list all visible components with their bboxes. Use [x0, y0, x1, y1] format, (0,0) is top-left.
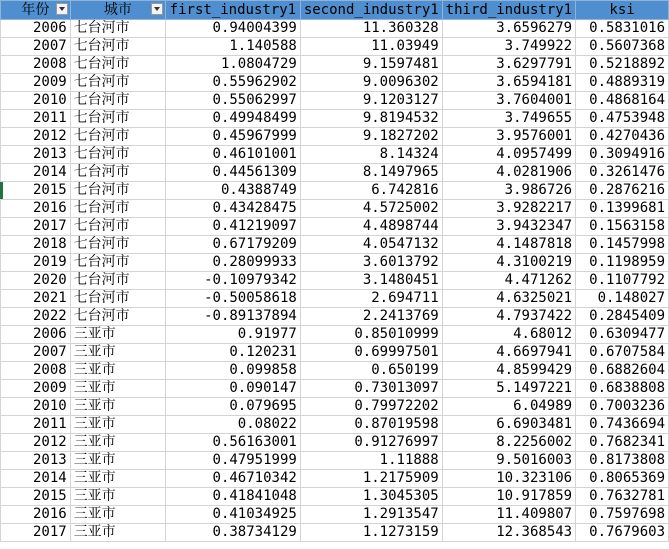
cell-third[interactable]: 4.471262	[442, 272, 575, 290]
cell-first[interactable]: 0.120231	[165, 344, 300, 362]
cell-ksi[interactable]: 0.2876216	[576, 182, 669, 200]
cell-ksi[interactable]: 0.7679603	[576, 524, 669, 542]
table-row	[1, 416, 669, 434]
cell-ksi[interactable]: 0.3094916	[576, 146, 669, 164]
cell-third[interactable]: 4.1487818	[442, 236, 575, 254]
cell-year[interactable]: 2011	[1, 416, 71, 434]
column-header-first[interactable]	[165, 1, 300, 20]
cell-third[interactable]: 4.6697941	[442, 344, 575, 362]
cell-first[interactable]: 0.49948499	[165, 110, 300, 128]
cell-second[interactable]: 1.2913547	[300, 506, 442, 524]
cell-third[interactable]: 4.3100219	[442, 254, 575, 272]
cell-city[interactable]: 七台河市	[70, 146, 165, 164]
cell-third[interactable]: 3.6594181	[442, 74, 575, 92]
cell-first[interactable]: 0.55962902	[165, 74, 300, 92]
table-row	[1, 236, 669, 254]
table-row	[1, 128, 669, 146]
cell-third[interactable]: 3.7604001	[442, 92, 575, 110]
cell-city[interactable]: 七台河市	[70, 254, 165, 272]
cell-city[interactable]: 七台河市	[70, 164, 165, 182]
cell-ksi[interactable]: 0.7632781	[576, 488, 669, 506]
cell-city[interactable]: 七台河市	[70, 272, 165, 290]
cell-city[interactable]: 三亚市	[70, 488, 165, 506]
cell-first[interactable]: 0.28099933	[165, 254, 300, 272]
cell-first[interactable]: 1.140588	[165, 38, 300, 56]
table-body	[1, 20, 669, 542]
cell-first[interactable]: 0.08022	[165, 416, 300, 434]
cell-year[interactable]: 2015	[1, 182, 71, 200]
table-row	[1, 290, 669, 308]
cell-ksi[interactable]: 0.1399681	[576, 200, 669, 218]
table-row	[1, 164, 669, 182]
cell-year[interactable]: 2017	[1, 218, 71, 236]
column-header-second[interactable]	[300, 1, 442, 20]
cell-city[interactable]: 七台河市	[70, 74, 165, 92]
cell-second[interactable]: 9.1597481	[300, 56, 442, 74]
cell-third[interactable]: 4.6325021	[442, 290, 575, 308]
cell-second[interactable]: 1.11888	[300, 452, 442, 470]
table-row	[1, 182, 669, 200]
cell-ksi[interactable]: 0.6309477	[576, 326, 669, 344]
cell-first[interactable]: 0.55062997	[165, 92, 300, 110]
cell-second[interactable]: 11.360328	[300, 20, 442, 38]
cell-city[interactable]: 七台河市	[70, 182, 165, 200]
table-row	[1, 326, 669, 344]
table-row	[1, 146, 669, 164]
cell-first[interactable]: -0.10979342	[165, 272, 300, 290]
table-row	[1, 362, 669, 380]
table-row	[1, 524, 669, 542]
cell-ksi[interactable]: 0.1457998	[576, 236, 669, 254]
cell-second[interactable]: 1.3045305	[300, 488, 442, 506]
cell-city[interactable]: 三亚市	[70, 380, 165, 398]
cell-second[interactable]: 0.85010999	[300, 326, 442, 344]
cell-third[interactable]: 6.6903481	[442, 416, 575, 434]
table-row	[1, 20, 669, 38]
cell-city[interactable]: 三亚市	[70, 362, 165, 380]
cell-ksi[interactable]: 0.7436694	[576, 416, 669, 434]
cell-second[interactable]: 0.79972202	[300, 398, 442, 416]
cell-ksi[interactable]: 0.8173808	[576, 452, 669, 470]
filter-dropdown-icon[interactable]	[56, 3, 68, 15]
table-row	[1, 488, 669, 506]
cell-first[interactable]: 0.090147	[165, 380, 300, 398]
cell-first[interactable]: 0.94004399	[165, 20, 300, 38]
cell-third[interactable]: 3.986726	[442, 182, 575, 200]
table-row	[1, 218, 669, 236]
table-row	[1, 56, 669, 74]
cell-year[interactable]: 2009	[1, 74, 71, 92]
cell-third[interactable]: 3.6596279	[442, 20, 575, 38]
cell-city[interactable]: 三亚市	[70, 470, 165, 488]
table-row	[1, 398, 669, 416]
cell-third[interactable]: 10.917859	[442, 488, 575, 506]
cell-third[interactable]: 10.323106	[442, 470, 575, 488]
cell-third[interactable]: 4.7937422	[442, 308, 575, 326]
cell-city[interactable]: 七台河市	[70, 218, 165, 236]
cell-city[interactable]: 三亚市	[70, 524, 165, 542]
cell-first[interactable]: -0.89137894	[165, 308, 300, 326]
cell-city[interactable]: 七台河市	[70, 308, 165, 326]
cell-city[interactable]: 七台河市	[70, 20, 165, 38]
cell-second[interactable]: 0.73013097	[300, 380, 442, 398]
cell-third[interactable]: 6.04989	[442, 398, 575, 416]
column-header-ksi[interactable]	[576, 1, 669, 20]
cell-second[interactable]: 4.0547132	[300, 236, 442, 254]
cell-second[interactable]: 0.69997501	[300, 344, 442, 362]
cell-first[interactable]: 0.41034925	[165, 506, 300, 524]
cell-third[interactable]: 11.409807	[442, 506, 575, 524]
cell-second[interactable]: 0.87019598	[300, 416, 442, 434]
filter-dropdown-icon[interactable]	[151, 3, 163, 15]
header-row	[1, 1, 669, 20]
cell-third[interactable]: 8.2256002	[442, 434, 575, 452]
cell-second[interactable]: 4.5725002	[300, 200, 442, 218]
cell-year[interactable]: 2011	[1, 110, 71, 128]
table-row	[1, 110, 669, 128]
cell-ksi[interactable]: 0.148027	[576, 290, 669, 308]
column-header-label: second_industry1	[303, 1, 439, 18]
cell-third[interactable]: 4.0957499	[442, 146, 575, 164]
cell-first[interactable]: 0.079695	[165, 398, 300, 416]
cell-third[interactable]: 12.368543	[442, 524, 575, 542]
cell-city[interactable]: 七台河市	[70, 92, 165, 110]
cell-third[interactable]: 4.68012	[442, 326, 575, 344]
cell-year[interactable]: 2007	[1, 38, 71, 56]
column-header-year[interactable]	[1, 1, 71, 20]
cell-first[interactable]: 0.46710342	[165, 470, 300, 488]
cell-city[interactable]: 七台河市	[70, 110, 165, 128]
table-row	[1, 344, 669, 362]
table-row	[1, 254, 669, 272]
cell-year[interactable]: 2017	[1, 524, 71, 542]
cell-second[interactable]: 8.14324	[300, 146, 442, 164]
cell-year[interactable]: 2007	[1, 344, 71, 362]
cell-year[interactable]: 2008	[1, 362, 71, 380]
cell-second[interactable]: 8.1497965	[300, 164, 442, 182]
cell-year[interactable]: 2016	[1, 200, 71, 218]
cell-first[interactable]: 0.47951999	[165, 452, 300, 470]
cell-ksi[interactable]: 0.4270436	[576, 128, 669, 146]
cell-city[interactable]: 七台河市	[70, 38, 165, 56]
table-row	[1, 38, 669, 56]
cell-third[interactable]: 3.9432347	[442, 218, 575, 236]
cell-second[interactable]: 3.6013792	[300, 254, 442, 272]
column-header-label: 城市	[103, 1, 132, 18]
cell-year[interactable]: 2014	[1, 470, 71, 488]
cell-third[interactable]: 4.0281906	[442, 164, 575, 182]
cell-third[interactable]: 3.9282217	[442, 200, 575, 218]
cell-year[interactable]: 2012	[1, 434, 71, 452]
cell-ksi[interactable]: 0.6707584	[576, 344, 669, 362]
cell-city[interactable]: 七台河市	[70, 290, 165, 308]
cell-year[interactable]: 2006	[1, 20, 71, 38]
cell-year[interactable]: 2022	[1, 308, 71, 326]
cell-city[interactable]: 三亚市	[70, 344, 165, 362]
cell-first[interactable]: 0.41219097	[165, 218, 300, 236]
cell-first[interactable]: 0.44561309	[165, 164, 300, 182]
cell-ksi[interactable]: 0.1198959	[576, 254, 669, 272]
cell-ksi[interactable]: 0.5218892	[576, 56, 669, 74]
cell-first[interactable]: 0.4388749	[165, 182, 300, 200]
cell-first[interactable]: 0.38734129	[165, 524, 300, 542]
cell-year[interactable]: 2010	[1, 92, 71, 110]
cell-ksi[interactable]: 0.2845409	[576, 308, 669, 326]
cell-city[interactable]: 三亚市	[70, 398, 165, 416]
cell-year[interactable]: 2013	[1, 452, 71, 470]
cell-first[interactable]: 0.41841048	[165, 488, 300, 506]
cell-ksi[interactable]: 0.3261476	[576, 164, 669, 182]
column-header-label: 年份	[21, 1, 50, 18]
cell-ksi[interactable]: 0.4889319	[576, 74, 669, 92]
cell-year[interactable]: 2020	[1, 272, 71, 290]
cell-ksi[interactable]: 0.4753948	[576, 110, 669, 128]
cell-first[interactable]: 1.0804729	[165, 56, 300, 74]
cell-city[interactable]: 七台河市	[70, 236, 165, 254]
cell-ksi[interactable]: 0.6838808	[576, 380, 669, 398]
cell-year[interactable]: 2008	[1, 56, 71, 74]
cell-second[interactable]: 0.650199	[300, 362, 442, 380]
cell-first[interactable]: -0.50058618	[165, 290, 300, 308]
cell-first[interactable]: 0.43428475	[165, 200, 300, 218]
cell-third[interactable]: 3.6297791	[442, 56, 575, 74]
cell-second[interactable]: 9.1203127	[300, 92, 442, 110]
cell-second[interactable]: 9.1827202	[300, 128, 442, 146]
cell-ksi[interactable]: 0.1107792	[576, 272, 669, 290]
cell-second[interactable]: 1.2175909	[300, 470, 442, 488]
table-row	[1, 74, 669, 92]
column-header-label: ksi	[609, 1, 635, 18]
column-header-label: first_industry1	[169, 1, 297, 18]
cell-city[interactable]: 七台河市	[70, 128, 165, 146]
cell-year[interactable]: 2010	[1, 398, 71, 416]
cell-first[interactable]: 0.56163001	[165, 434, 300, 452]
cell-ksi[interactable]: 0.8065369	[576, 470, 669, 488]
cell-ksi[interactable]: 0.6882604	[576, 362, 669, 380]
cell-first[interactable]: 0.67179209	[165, 236, 300, 254]
cell-city[interactable]: 七台河市	[70, 56, 165, 74]
column-header-label: third_industry1	[445, 1, 573, 18]
cell-year[interactable]: 2006	[1, 326, 71, 344]
cell-city[interactable]: 三亚市	[70, 326, 165, 344]
cell-third[interactable]: 5.1497221	[442, 380, 575, 398]
table-row	[1, 308, 669, 326]
cell-ksi[interactable]: 0.5831016	[576, 20, 669, 38]
cell-ksi[interactable]: 0.7682341	[576, 434, 669, 452]
table-row	[1, 380, 669, 398]
cell-second[interactable]: 9.0096302	[300, 74, 442, 92]
column-header-third[interactable]	[442, 1, 575, 20]
cell-third[interactable]: 9.5016003	[442, 452, 575, 470]
cell-city[interactable]: 三亚市	[70, 434, 165, 452]
column-header-city[interactable]	[70, 1, 165, 20]
cell-second[interactable]: 11.03949	[300, 38, 442, 56]
cell-ksi[interactable]: 0.5607368	[576, 38, 669, 56]
cell-year[interactable]: 2012	[1, 128, 71, 146]
table-row	[1, 470, 669, 488]
active-row-marker	[0, 182, 3, 199]
table-row	[1, 506, 669, 524]
cell-year[interactable]: 2018	[1, 236, 71, 254]
table-row	[1, 452, 669, 470]
table-row	[1, 272, 669, 290]
cell-ksi[interactable]: 0.4868164	[576, 92, 669, 110]
cell-third[interactable]: 4.8599429	[442, 362, 575, 380]
cell-first[interactable]: 0.45967999	[165, 128, 300, 146]
table-row	[1, 92, 669, 110]
cell-second[interactable]: 9.8194532	[300, 110, 442, 128]
cell-year[interactable]: 2019	[1, 254, 71, 272]
cell-third[interactable]: 3.749922	[442, 38, 575, 56]
cell-year[interactable]: 2014	[1, 164, 71, 182]
cell-second[interactable]: 3.1480451	[300, 272, 442, 290]
cell-third[interactable]: 3.749655	[442, 110, 575, 128]
cell-second[interactable]: 4.4898744	[300, 218, 442, 236]
cell-year[interactable]: 2021	[1, 290, 71, 308]
cell-city[interactable]: 三亚市	[70, 506, 165, 524]
cell-second[interactable]: 2.694711	[300, 290, 442, 308]
table-row	[1, 434, 669, 452]
cell-year[interactable]: 2015	[1, 488, 71, 506]
cell-first[interactable]: 0.91977	[165, 326, 300, 344]
cell-city[interactable]: 三亚市	[70, 452, 165, 470]
cell-third[interactable]: 3.9576001	[442, 128, 575, 146]
cell-second[interactable]: 1.1273159	[300, 524, 442, 542]
cell-ksi[interactable]: 0.7597698	[576, 506, 669, 524]
cell-ksi[interactable]: 0.1563158	[576, 218, 669, 236]
cell-year[interactable]: 2013	[1, 146, 71, 164]
cell-year[interactable]: 2016	[1, 506, 71, 524]
cell-second[interactable]: 6.742816	[300, 182, 442, 200]
cell-first[interactable]: 0.099858	[165, 362, 300, 380]
cell-city[interactable]: 七台河市	[70, 200, 165, 218]
cell-first[interactable]: 0.46101001	[165, 146, 300, 164]
cell-second[interactable]: 2.2413769	[300, 308, 442, 326]
cell-ksi[interactable]: 0.7003236	[576, 398, 669, 416]
cell-year[interactable]: 2009	[1, 380, 71, 398]
table-row	[1, 200, 669, 218]
cell-second[interactable]: 0.91276997	[300, 434, 442, 452]
cell-city[interactable]: 三亚市	[70, 416, 165, 434]
